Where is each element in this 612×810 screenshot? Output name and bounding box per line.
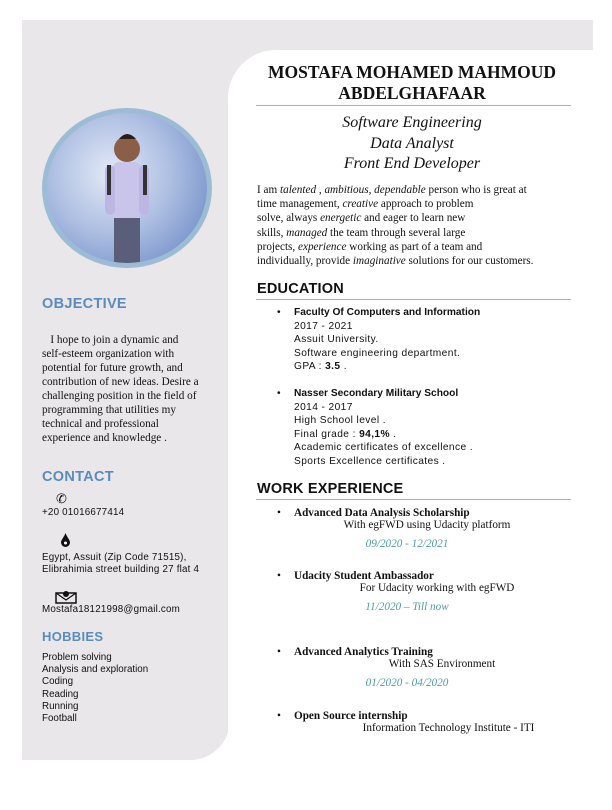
summary-line [257,211,533,225]
work-item: • Advanced Data Analysis Scholarship With egFWD using Udacity platform 09/2020 - 12/2021 [277,507,577,550]
education-level: High School level . [294,415,386,426]
work-dates: 09/2020 - 12/2021 [365,538,449,550]
summary-text: individually, provide [257,255,353,268]
education-grade: GPA : 3.5 . [294,361,347,372]
job-title: Data Analyst [370,134,454,152]
emphasis-text: energetic [320,212,362,225]
emphasis-text: managed [286,226,328,239]
emphasis-text: creative [342,198,379,211]
summary-text: solutions for our customers. [405,255,534,268]
hobby: Problem solving [42,652,112,663]
summary-line [257,254,533,268]
education-title: Faculty Of Computers and Information [294,307,481,318]
summary-text: skills, [257,226,287,239]
work-description: For Udacity working with egFWD [359,582,515,594]
emphasis-text: imaginative [352,255,406,268]
work-title: Advanced Analytics Training [294,646,433,658]
summary-text: the team through several large [327,226,466,239]
summary-text: working as part of a team and [346,240,483,253]
education-years: 2017 - 2021 [294,320,353,332]
summary-text: approach to problem [378,198,474,211]
work-description: Information Technology Institute - ITI [362,722,535,734]
work-dates: 01/2020 - 04/2020 [365,677,449,689]
candidate-name [240,62,584,104]
person-silhouette [47,113,207,263]
job-title: Software Engineering [342,114,482,131]
work-title: Advanced Data Analysis Scholarship [294,507,470,519]
summary-line [257,183,533,197]
summary-line [257,240,533,254]
address: Egypt, Assuit (Zip Code 71515), Elibrahimia street building 27 flat 4 [42,552,200,575]
summary-text: time management, [257,198,343,211]
emphasis-text: experience [298,240,347,253]
summary-line [257,226,533,240]
summary-text: I am [257,184,280,196]
education-years: 2014 - 2017 [294,401,353,413]
email[interactable]: Mostafa18121998@gmail.com [42,604,181,615]
emphasis-text: talented [280,184,317,196]
summary-text: , [316,184,325,196]
work-item: • Udacity Student Ambassador For Udacity working with egFWD 11/2020 – Till now [277,570,577,613]
work-description: With SAS Environment [388,658,496,670]
location-drop-icon [61,533,70,547]
objective-heading: OBJECTIVE [42,296,127,312]
hobby: Analysis and exploration [42,664,149,676]
hobbies-heading: HOBBIES [42,629,104,644]
summary-text: and eager to learn new [361,212,466,225]
education-certificate: Sports Excellence certificates . [294,455,446,467]
name-divider [256,105,571,106]
work-dates: 11/2020 – Till now [365,601,449,613]
name-line-2: ABDELGHAFAAR [338,83,486,103]
envelope-icon [55,590,77,604]
phone-number: +20 01016677414 [42,507,125,518]
work-title: Udacity Student Ambassador [294,570,434,582]
name-line-1: MOSTAFA MOHAMED MAHMOUD [267,62,557,82]
hobby: Reading [42,688,79,700]
job-title: Front End Developer [343,155,481,172]
education-certificate: Academic certificates of excellence . [294,442,474,453]
education-item: • Faculty Of Computers and Information 2017 - 2021 Assuit University. Software engineering department. GPA : 3.5 . [277,307,481,372]
education-divider [256,299,571,300]
work-title: Open Source internship [294,710,408,722]
job-titles [240,113,584,175]
summary-paragraph [257,183,533,268]
work-divider [256,499,571,500]
hobby: Football [42,713,77,725]
education-grade: Final grade : 94,1% . [294,428,397,440]
hobby: Coding [42,676,74,688]
profile-photo [42,108,212,268]
education-department: Software engineering department. [294,347,461,359]
education-heading: EDUCATION [257,281,344,297]
education-item: • Nasser Secondary Military School 2014 - 2017 High School level . Final grade : 94,1% . Academic certificates of excellence . Sports Excellence certificates . [277,388,474,467]
work-item: • Advanced Analytics Training With SAS Environment 01/2020 - 04/2020 [277,646,577,689]
hobbies-list [42,652,148,725]
contact-heading: CONTACT [42,469,114,485]
summary-text: projects, [257,240,299,253]
education-institution: Assuit University. [294,334,379,345]
work-description: With egFWD using Udacity platform [343,519,511,531]
hobby: Running [42,700,79,712]
objective-text: I hope to join a dynamic and self-esteem organization with potential for future growth, and contribution of new ideas. Desire a challenging position in the field of programming that utilities my technical and professional experience and knowledge . [42,334,199,444]
education-title: Nasser Secondary Military School [294,388,459,399]
work-heading: WORK EXPERIENCE [257,481,404,497]
summary-text: solve, always [257,212,321,225]
summary-line [257,197,533,211]
summary-text: person who is great at [425,184,527,196]
emphasis-text: ambitious, dependable [324,184,426,196]
phone-icon: ✆ [56,491,67,506]
work-item: • Open Source internship Information Technology Institute - ITI [277,710,577,734]
